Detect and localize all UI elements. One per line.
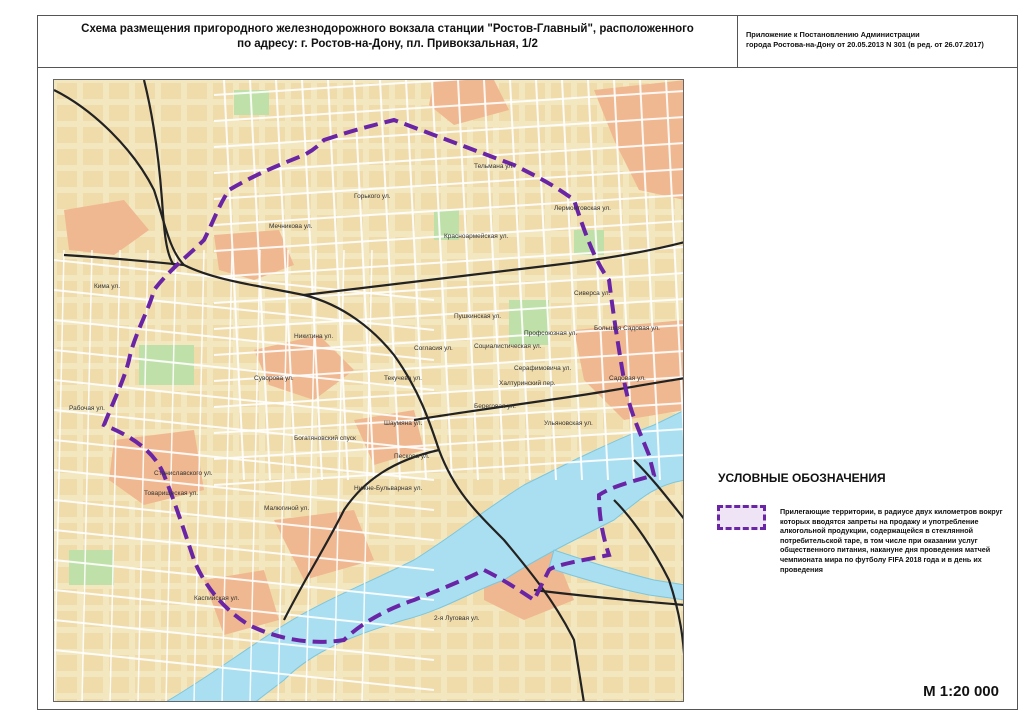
- appendix-line-1: Приложение к Постановлению Администрации: [746, 30, 920, 39]
- street-label: Красноармейская ул.: [444, 233, 509, 240]
- street-label: Товарищеская ул.: [144, 490, 199, 497]
- street-label: Большая Садовая ул.: [594, 325, 660, 332]
- street-label: Каспийская ул.: [194, 595, 240, 602]
- street-label: Садовая ул.: [609, 375, 646, 382]
- street-label: Шаумяна ул.: [384, 420, 423, 427]
- map-scale: М 1:20 000: [923, 683, 999, 700]
- map-sheet: [37, 15, 1018, 710]
- street-label: Пескова ул.: [394, 453, 430, 460]
- city-map: [53, 79, 684, 702]
- title-line-2: по адресу: г. Ростов-на-Дону, пл. Привокзальная, 1/2: [237, 38, 538, 50]
- street-label: Горького ул.: [354, 193, 391, 200]
- title-line-1: Схема размещения пригородного железнодорожного вокзала станции "Ростов-Главный", расположенного: [81, 23, 694, 35]
- street-label: Тельмана ул.: [474, 163, 514, 170]
- street-label: Никитина ул.: [294, 333, 334, 340]
- page-title: [38, 22, 737, 52]
- header-divider: [737, 16, 738, 68]
- street-label: Малюгиной ул.: [264, 505, 310, 512]
- street-label: Серафимовича ул.: [514, 365, 572, 372]
- street-label: Профсоюзная ул.: [524, 330, 578, 337]
- map-canvas: [54, 80, 684, 702]
- appendix-note: [746, 30, 1016, 50]
- street-label: Текучева ул.: [384, 375, 422, 382]
- street-label: Согласия ул.: [414, 345, 453, 352]
- street-label: Нижне-Бульварная ул.: [354, 485, 423, 492]
- street-label: Кима ул.: [94, 283, 121, 290]
- legend-boundary-swatch: [717, 505, 766, 530]
- street-label: Рабочая ул.: [69, 405, 105, 412]
- street-label: Сиверса ул.: [574, 290, 611, 297]
- appendix-line-2: города Ростова-на-Дону от 20.05.2013 N 301 (в ред. от 26.07.2017): [746, 40, 984, 49]
- street-label: 2-я Луговая ул.: [434, 615, 480, 622]
- legend-item-text: Прилегающие территории, в радиусе двух километров вокруг которых вводятся запреты на продажу и употребление алкогольной продукции, содержащейся в стеклянной потребительской таре, в том числе при оказании услуг общественного питания, накануне дня проведения матчей чемпионата мира по футболу FIFA 2018 года и в день их проведения: [780, 507, 1003, 574]
- street-label: Халтуринский пер.: [499, 380, 556, 387]
- street-label: Береговая ул.: [474, 403, 516, 410]
- street-label: Пушкинская ул.: [454, 313, 502, 320]
- street-label: Ульяновская ул.: [544, 420, 593, 427]
- header: [38, 16, 1017, 68]
- street-label: Лермонтовская ул.: [554, 205, 611, 212]
- street-label: Суворова ул.: [254, 375, 294, 382]
- street-label: Мечникова ул.: [269, 223, 313, 230]
- street-label: Социалистическая ул.: [474, 343, 542, 350]
- street-label: Станиславского ул.: [154, 470, 213, 477]
- street-label: Богатяновский спуск: [294, 435, 356, 442]
- legend-title: УСЛОВНЫЕ ОБОЗНАЧЕНИЯ: [718, 471, 886, 485]
